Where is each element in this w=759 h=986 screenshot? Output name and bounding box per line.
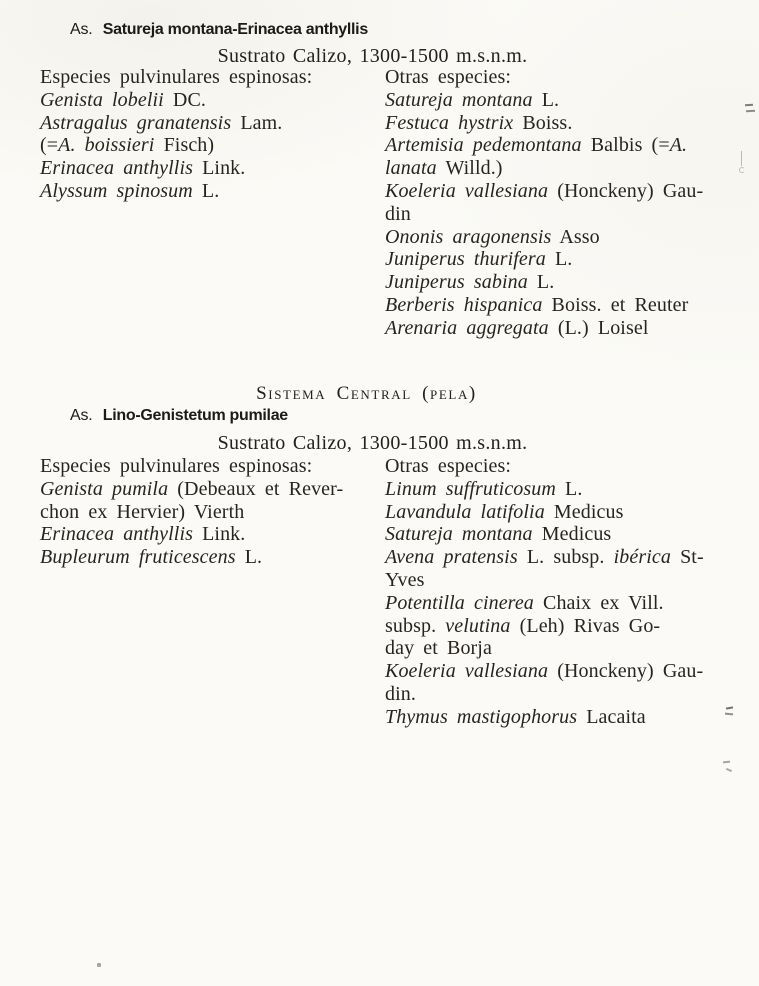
text-line: Otras especies: <box>385 66 512 88</box>
text-line: Arenaria aggregata (L.) Loisel <box>385 316 649 339</box>
text-line: Thymus mastigophorus Lacaita <box>385 705 646 728</box>
scan-artifact <box>741 151 742 166</box>
text-line: subsp. velutina (Leh) Rivas Go- <box>385 614 661 637</box>
text-line: Festuca hystrix Boiss. <box>385 111 573 134</box>
text-line: Artemisia pedemontana Balbis (=A. <box>385 134 688 157</box>
text-line: Genista lobelii DC. <box>40 88 207 111</box>
text-line: Especies pulvinulares espinosas: <box>40 455 313 477</box>
scan-artifact <box>97 963 101 967</box>
text-line: Especies pulvinulares espinosas: <box>40 66 313 88</box>
text-line: (=A. boissieri Fisch) <box>40 134 215 157</box>
text-line: day et Borja <box>385 637 492 660</box>
text-line: Ononis aragonensis Asso <box>385 225 600 248</box>
text-line: Potentilla cinerea Chaix ex Vill. <box>385 591 664 614</box>
text-line: Lavandula latifolia Medicus <box>385 500 624 523</box>
scan-artifact <box>745 104 753 107</box>
text-line: Alyssum spinosum L. <box>40 179 220 202</box>
text-line: Satureja montana L. <box>385 88 560 111</box>
association-name: Satureja montana-Erinacea anthyllis <box>102 21 368 38</box>
text-line: Bupleurum fruticescens L. <box>40 546 263 569</box>
scan-artifact <box>726 768 732 772</box>
text-line: Linum suffruticosum L. <box>385 477 583 500</box>
scan-artifact <box>739 167 745 173</box>
text-line: Juniperus sabina L. <box>385 271 555 294</box>
substrate-line-2: Sustrato Calizo, 1300-1500 m.s.n.m. <box>217 432 528 454</box>
text-line: chon ex Hervier) Vierth <box>40 500 245 523</box>
text-line: lanata Willd.) <box>385 157 503 180</box>
text-line: Koeleria vallesiana (Honckeny) Gau- <box>385 660 704 683</box>
association-prefix: As. <box>70 407 93 424</box>
association-name: Lino-Genistetum pumilae <box>102 407 288 424</box>
association-heading-2 <box>70 407 288 425</box>
substrate-line-1: Sustrato Calizo, 1300-1500 m.s.n.m. <box>217 45 528 67</box>
text-line: din. <box>385 682 416 705</box>
text-line: Otras especies: <box>385 455 512 477</box>
text-line: Satureja montana Medicus <box>385 523 612 546</box>
text-line: Berberis hispanica Boiss. et Reuter <box>385 293 689 316</box>
association-prefix: As. <box>70 21 93 38</box>
text-line: Erinacea anthyllis Link. <box>40 157 246 180</box>
text-line: din <box>385 202 411 225</box>
system-heading: Sistema Central (pela) <box>256 383 477 404</box>
text-line: Erinacea anthyllis Link. <box>40 523 246 546</box>
scan-artifact <box>746 110 755 112</box>
text-line: Genista pumila (Debeaux et Rever- <box>40 477 344 500</box>
species-column-right-1 <box>385 66 737 340</box>
scan-artifact <box>723 761 730 764</box>
text-line: Avena pratensis L. subsp. ibérica St- <box>385 546 704 569</box>
text-line: Astragalus granatensis Lam. <box>40 111 283 134</box>
species-column-left-2 <box>40 455 382 569</box>
text-line: Koeleria vallesiana (Honckeny) Gau- <box>385 179 704 202</box>
species-column-right-2 <box>385 455 737 729</box>
text-line: Juniperus thurifera L. <box>385 248 573 271</box>
text-line: Yves <box>385 568 425 591</box>
association-heading-1 <box>70 21 368 39</box>
species-column-left-1 <box>40 66 382 203</box>
